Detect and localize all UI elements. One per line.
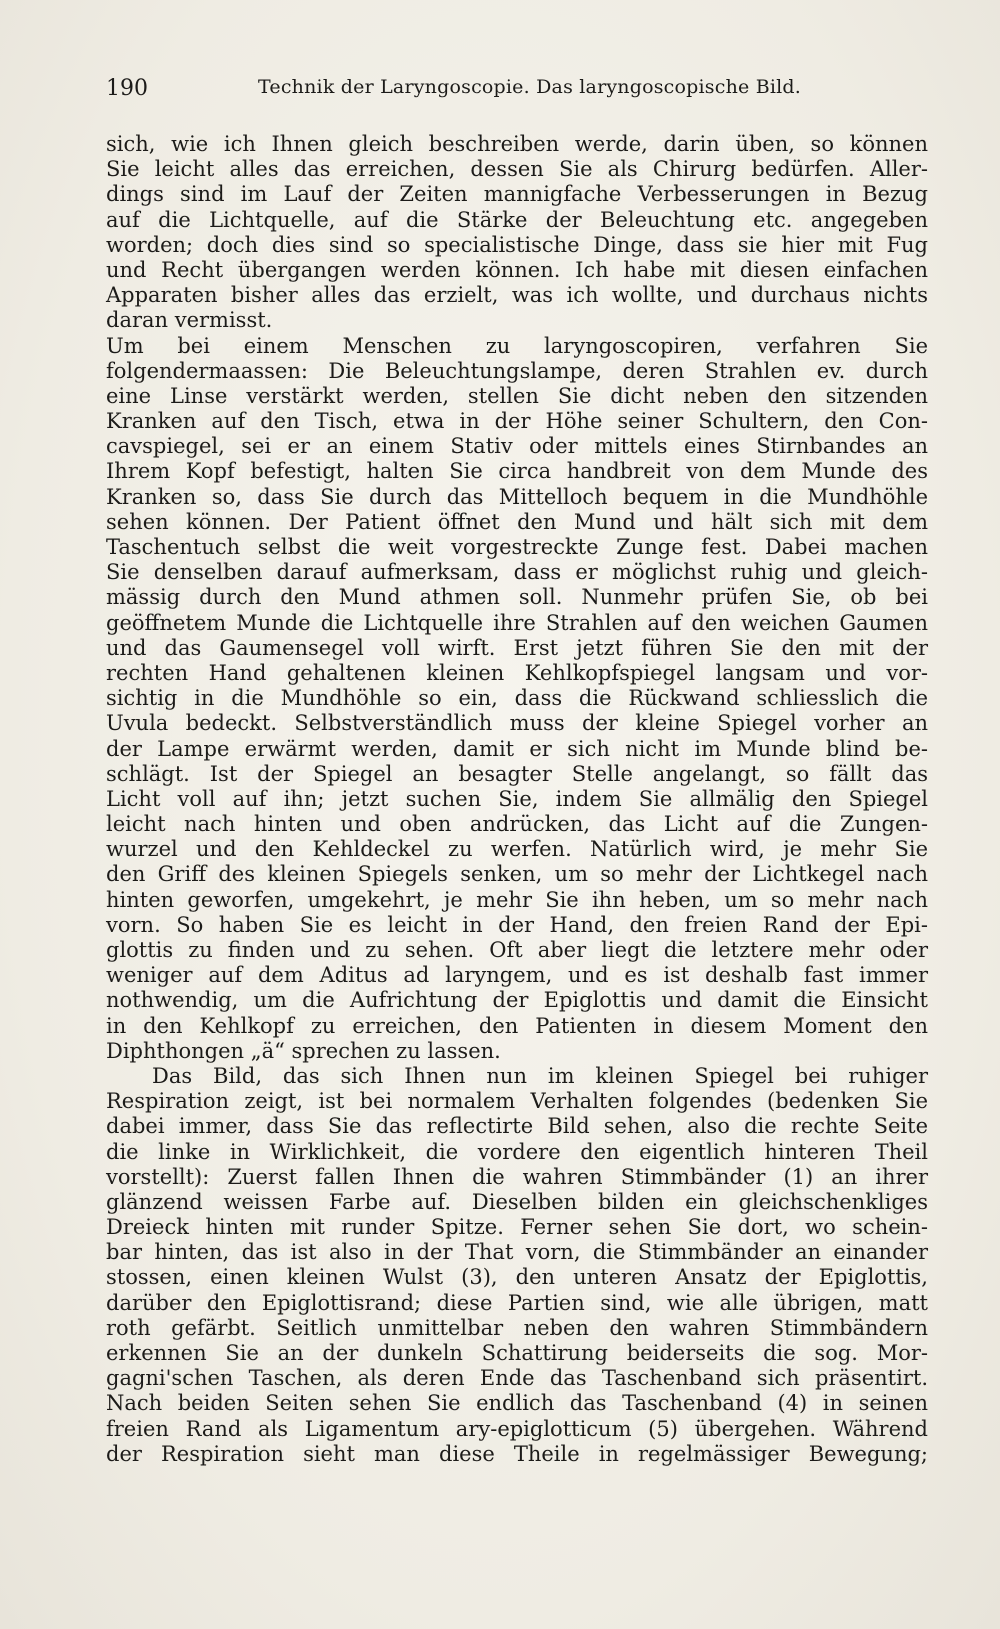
text-line: sehen können. Der Patient öffnet den Mund und hält sich mit dem [106, 509, 928, 534]
text-line: Respiration zeigt, ist bei normalem Verhalten folgendes (bedenken Sie [106, 1089, 928, 1114]
text-line: mässig durch den Mund athmen soll. Nunmehr prüfen Sie, ob bei [106, 585, 928, 610]
text-line: roth gefärbt. Seitlich unmittelbar neben den wahren Stimmbändern [106, 1315, 928, 1340]
text-line: schlägt. Ist der Spiegel an besagter Stelle angelangt, so fällt das [106, 761, 928, 786]
text-line: Uvula bedeckt. Selbstverständlich muss der kleine Spiegel vorher an [106, 711, 928, 736]
text-line: vorstellt): Zuerst fallen Ihnen die wahren Stimmbänder (1) an ihrer [106, 1164, 928, 1189]
text-line: gagni'schen Taschen, als deren Ende das Taschenband sich präsentirt. [106, 1366, 928, 1391]
page-header [106, 76, 926, 106]
text-line: bar hinten, das ist also in der That vorn, die Stimmbänder an einander [106, 1240, 928, 1265]
text-line: die linke in Wirklichkeit, die vordere den eigentlich hinteren Theil [106, 1139, 928, 1164]
text-line: der Respiration sieht man diese Theile in regelmässiger Bewegung; [106, 1441, 928, 1466]
paragraph-start-line: Das Bild, das sich Ihnen nun im kleinen Spiegel bei ruhiger [152, 1063, 928, 1088]
text-line: und Recht übergangen werden können. Ich habe mit diesen einfachen [106, 257, 928, 282]
text-line: Licht voll auf ihn; jetzt suchen Sie, indem Sie allmälig den Spiegel [106, 786, 928, 811]
text-line: leicht nach hinten und oben andrücken, das Licht auf die Zungen- [106, 812, 928, 837]
text-line: eine Linse verstärkt werden, stellen Sie dicht neben den sitzenden [106, 383, 928, 408]
text-line: in den Kehlkopf zu erreichen, den Patienten in diesem Moment den [106, 1013, 928, 1038]
text-line: daran vermisst. [106, 308, 273, 333]
running-title: Technik der Laryngoscopie. Das laryngoscopische Bild. [258, 76, 802, 98]
text-line: nothwendig, um die Aufrichtung der Epiglottis und damit die Einsicht [106, 988, 928, 1013]
text-line: glottis zu finden und zu sehen. Oft aber liegt die letztere mehr oder [106, 938, 928, 962]
text-line: Ihrem Kopf befestigt, halten Sie circa handbreit von dem Munde des [106, 459, 928, 484]
text-line: darüber den Epiglottisrand; diese Partien sind, wie alle übrigen, matt [106, 1290, 928, 1315]
text-line: wurzel und den Kehldeckel zu werfen. Natürlich wird, je mehr Sie [106, 837, 928, 862]
text-line: sichtig in die Mundhöhle so ein, dass die Rückwand schliesslich die [106, 686, 928, 711]
text-line: den Griff des kleinen Spiegels senken, um so mehr der Lichtkegel nach [106, 862, 928, 887]
text-line: stossen, einen kleinen Wulst (3), den unteren Ansatz der Epiglottis, [106, 1265, 928, 1290]
text-line: der Lampe erwärmt werden, damit er sich nicht im Munde blind be- [106, 736, 928, 761]
text-line: dabei immer, dass Sie das reflectirte Bild sehen, also die rechte Seite [106, 1114, 928, 1139]
text-line: und das Gaumensegel voll wirft. Erst jetzt führen Sie den mit der [106, 635, 928, 660]
paragraph-start-line: Um bei einem Menschen zu laryngoscopiren, verfahren Sie [106, 333, 928, 358]
text-line: Sie leicht alles das erreichen, dessen Sie als Chirurg bedürfen. Aller- [106, 157, 928, 182]
text-line: weniger auf dem Aditus ad laryngem, und es ist deshalb fast immer [106, 963, 928, 988]
text-line: glänzend weissen Farbe auf. Dieselben bilden ein gleichschenkliges [106, 1189, 928, 1214]
text-line: Sie denselben darauf aufmerksam, dass er möglichst ruhig und gleich- [106, 560, 928, 585]
text-line: hinten geworfen, umgekehrt, je mehr Sie ihn heben, um so mehr nach [106, 887, 928, 912]
text-line: Kranken auf den Tisch, etwa in der Höhe seiner Schultern, den Con- [106, 409, 928, 434]
text-line: erkennen Sie an der dunkeln Schattirung beiderseits die sog. Mor- [106, 1341, 928, 1365]
text-line: freien Rand als Ligamentum ary-epiglotticum (5) übergehen. Während [106, 1416, 928, 1441]
text-line: folgendermaassen: Die Beleuchtungslampe, deren Strahlen ev. durch [106, 358, 928, 383]
text-line: auf die Lichtquelle, auf die Stärke der Beleuchtung etc. angegeben [106, 207, 928, 232]
text-line: Apparaten bisher alles das erzielt, was ich wollte, und durchaus nichts [106, 283, 928, 308]
text-line: sich, wie ich Ihnen gleich beschreiben werde, darin üben, so können [106, 132, 928, 156]
text-line: Kranken so, dass Sie durch das Mittelloch bequem in die Mundhöhle [106, 484, 928, 509]
text-line: geöffnetem Munde die Lichtquelle ihre Strahlen auf den weichen Gaumen [106, 610, 928, 635]
text-line: Dreieck hinten mit runder Spitze. Ferner sehen Sie dort, wo schein- [106, 1215, 928, 1240]
text-line: dings sind im Lauf der Zeiten mannigfache Verbesserungen in Bezug [106, 182, 928, 207]
text-line: rechten Hand gehaltenen kleinen Kehlkopfspiegel langsam und vor- [106, 660, 928, 685]
text-line: cavspiegel, sei er an einem Stativ oder mittels eines Stirnbandes an [106, 434, 928, 459]
text-line: vorn. So haben Sie es leicht in der Hand, den freien Rand der Epi- [106, 912, 928, 937]
text-line: Diphthongen „ä“ sprechen zu lassen. [106, 1038, 501, 1063]
body-text [106, 132, 928, 1467]
text-line: Nach beiden Seiten sehen Sie endlich das Taschenband (4) in seinen [106, 1391, 928, 1416]
text-line: Taschentuch selbst die weit vorgestreckte Zunge fest. Dabei machen [106, 535, 928, 559]
text-line: worden; doch dies sind so specialistische Dinge, dass sie hier mit Fug [106, 232, 928, 257]
page-number: 190 [106, 76, 148, 101]
